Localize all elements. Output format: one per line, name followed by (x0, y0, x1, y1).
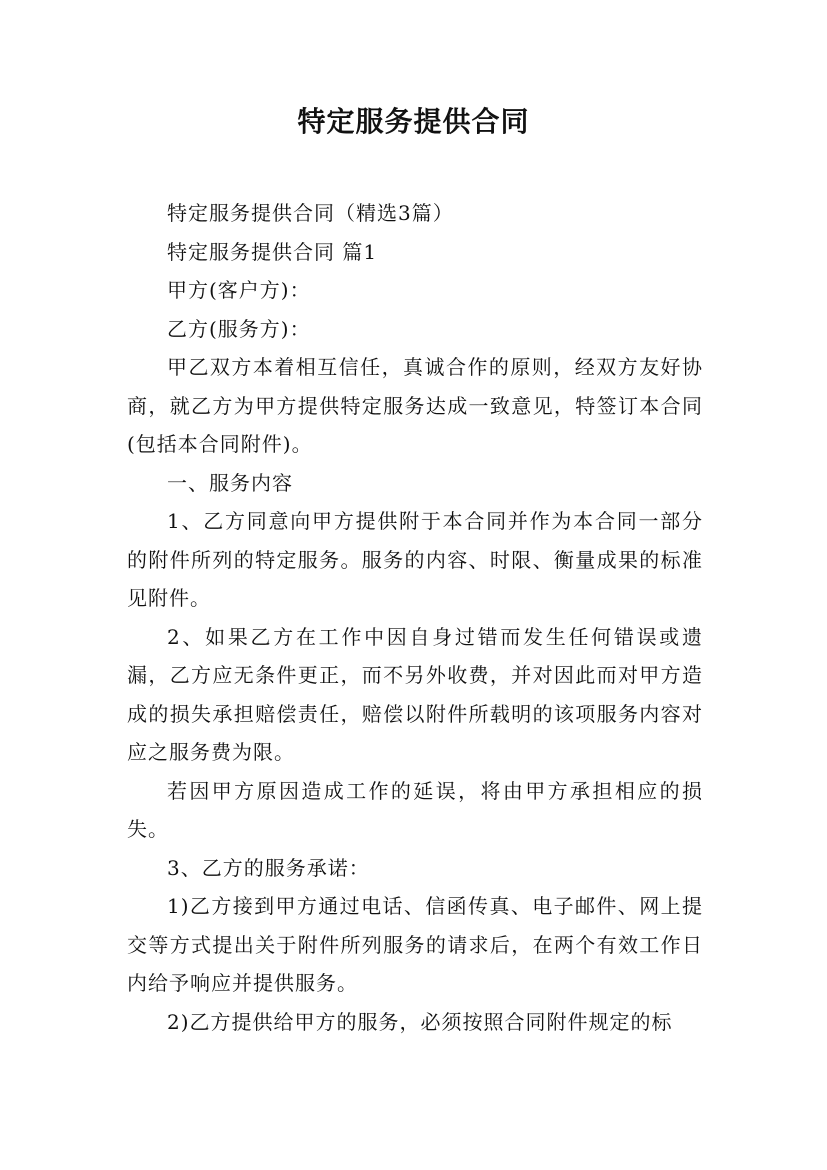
clause-2: 2、如果乙方在工作中因自身过错而发生任何错误或遗漏，乙方应无条件更正，而不另外收费，并对因此而对甲方造成的损失承担赔偿责任，赔偿以附件所载明的该项服务内容对应之服务费为限。 (127, 624, 703, 764)
clause-2-continued: 若因甲方原因造成工作的延误，将由甲方承担相应的损失。 (127, 778, 703, 841)
party-a-line: 甲方(客户方)： (167, 278, 311, 302)
clause-3-item-1: 1)乙方接到甲方通过电话、信函传真、电子邮件、网上提交等方式提出关于附件所列服务的请求后，在两个有效工作日内给予响应并提供服务。 (127, 894, 703, 995)
section-heading-service-content: 一、服务内容 (167, 470, 293, 495)
clause-3-heading: 3、乙方的服务承诺： (167, 855, 370, 880)
preamble-paragraph: 甲乙双方本着相互信任，真诚合作的原则，经双方友好协商，就乙方为甲方提供特定服务达成一致意见，特签订本合同(包括本合同附件)。 (127, 355, 703, 456)
document-title: 特定服务提供合同 (297, 105, 530, 138)
document-body (127, 194, 703, 1041)
paragraph-heading-selection: 特定服务提供合同（精选3篇） (167, 201, 454, 225)
clause-1: 1、乙方同意向甲方提供附于本合同并作为本合同一部分的附件所列的特定服务。服务的内容、时限、衡量成果的标准见附件。 (127, 509, 703, 610)
party-b-line: 乙方(服务方)： (167, 316, 311, 341)
paragraph-heading-part1: 特定服务提供合同 篇1 (167, 239, 378, 264)
clause-3-item-2: 2)乙方提供给甲方的服务，必须按照合同附件规定的标 (167, 1009, 673, 1034)
